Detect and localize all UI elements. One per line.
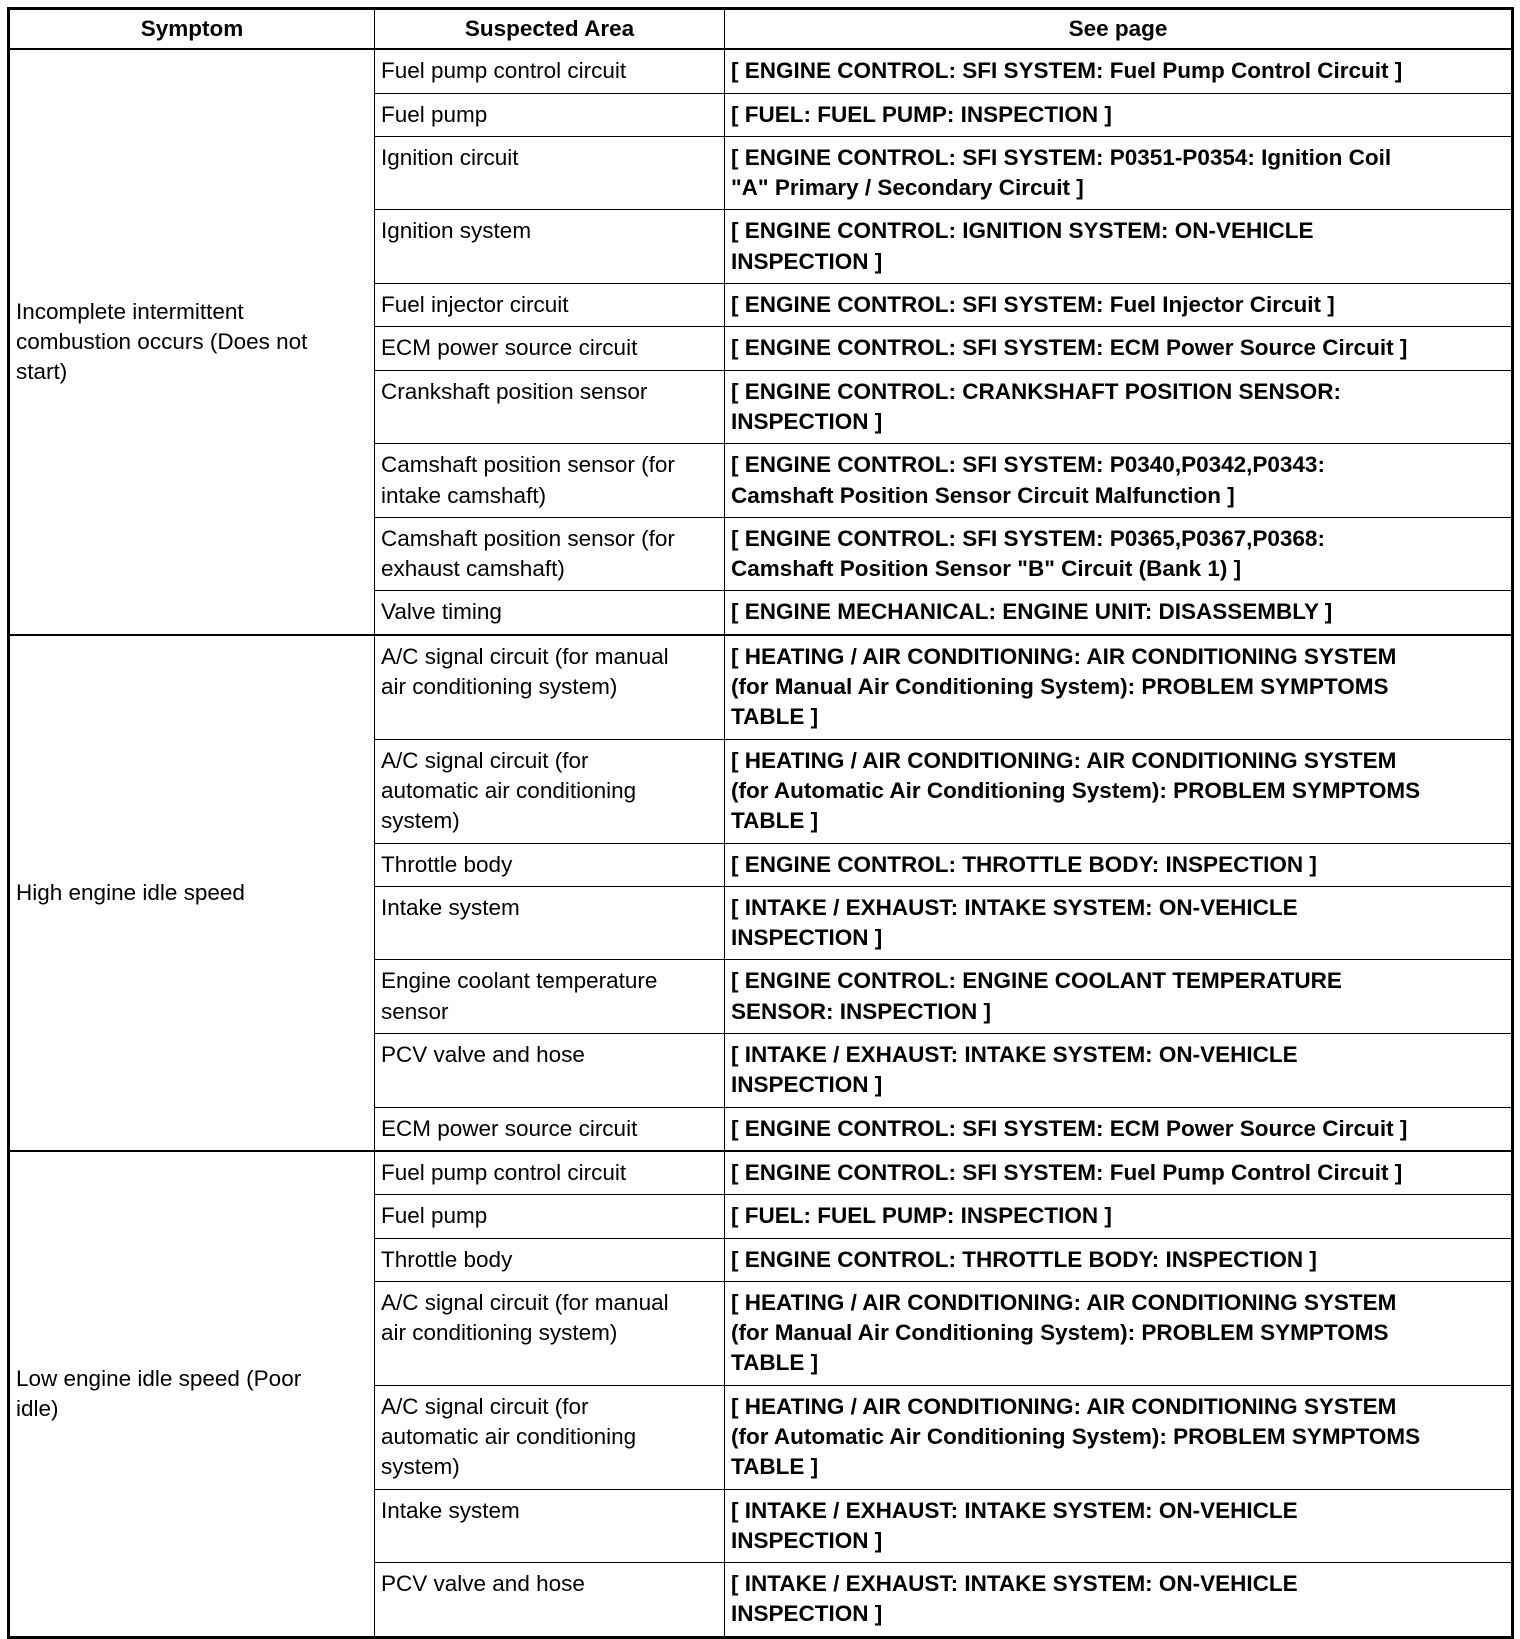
header-suspected-area: Suspected Area xyxy=(375,9,725,50)
suspected-area-cell: Fuel injector circuit xyxy=(375,284,725,327)
see-page-link[interactable]: [ INTAKE / EXHAUST: INTAKE SYSTEM: ON-VEHICLE INSPECTION ] xyxy=(725,1563,1513,1638)
table-body xyxy=(9,49,1513,1637)
suspected-area-cell: A/C signal circuit (for automatic air conditioning system) xyxy=(375,739,725,843)
header-row xyxy=(9,9,1513,50)
suspected-area-cell: A/C signal circuit (for manual air conditioning system) xyxy=(375,635,725,739)
see-page-link[interactable]: [ ENGINE CONTROL: SFI SYSTEM: Fuel Pump Control Circuit ] xyxy=(725,49,1513,93)
suspected-area-cell: Throttle body xyxy=(375,843,725,886)
see-page-link[interactable]: [ FUEL: FUEL PUMP: INSPECTION ] xyxy=(725,93,1513,136)
see-page-link[interactable]: [ ENGINE CONTROL: THROTTLE BODY: INSPECTION ] xyxy=(725,843,1513,886)
table-row xyxy=(9,1151,1513,1195)
problem-symptoms-table xyxy=(7,7,1514,1639)
see-page-link[interactable]: [ ENGINE CONTROL: ENGINE COOLANT TEMPERATURE SENSOR: INSPECTION ] xyxy=(725,960,1513,1034)
see-page-link[interactable]: [ ENGINE CONTROL: SFI SYSTEM: P0365,P0367,P0368: Camshaft Position Sensor "B" Circuit (Bank 1) ] xyxy=(725,517,1513,591)
header-see-page: See page xyxy=(725,9,1513,50)
see-page-link[interactable]: [ ENGINE CONTROL: THROTTLE BODY: INSPECTION ] xyxy=(725,1238,1513,1281)
see-page-link[interactable]: [ ENGINE CONTROL: SFI SYSTEM: ECM Power Source Circuit ] xyxy=(725,1107,1513,1151)
table-row xyxy=(9,49,1513,93)
see-page-link[interactable]: [ ENGINE CONTROL: SFI SYSTEM: P0351-P0354: Ignition Coil "A" Primary / Secondary Circuit ] xyxy=(725,136,1513,210)
see-page-link[interactable]: [ ENGINE CONTROL: SFI SYSTEM: Fuel Pump Control Circuit ] xyxy=(725,1151,1513,1195)
see-page-link[interactable]: [ INTAKE / EXHAUST: INTAKE SYSTEM: ON-VEHICLE INSPECTION ] xyxy=(725,1489,1513,1563)
suspected-area-cell: Fuel pump xyxy=(375,93,725,136)
see-page-link[interactable]: [ ENGINE CONTROL: SFI SYSTEM: P0340,P0342,P0343: Camshaft Position Sensor Circuit Malfunction ] xyxy=(725,444,1513,518)
see-page-link[interactable]: [ HEATING / AIR CONDITIONING: AIR CONDITIONING SYSTEM (for Automatic Air Conditioning System): PROBLEM SYMPTOMS TABLE ] xyxy=(725,1385,1513,1489)
suspected-area-cell: ECM power source circuit xyxy=(375,327,725,370)
suspected-area-cell: Camshaft position sensor (for exhaust camshaft) xyxy=(375,517,725,591)
header-symptom: Symptom xyxy=(9,9,375,50)
see-page-link[interactable]: [ INTAKE / EXHAUST: INTAKE SYSTEM: ON-VEHICLE INSPECTION ] xyxy=(725,886,1513,960)
see-page-link[interactable]: [ ENGINE CONTROL: SFI SYSTEM: ECM Power Source Circuit ] xyxy=(725,327,1513,370)
see-page-link[interactable]: [ HEATING / AIR CONDITIONING: AIR CONDITIONING SYSTEM (for Manual Air Conditioning System): PROBLEM SYMPTOMS TABLE ] xyxy=(725,1281,1513,1385)
suspected-area-cell: Fuel pump control circuit xyxy=(375,49,725,93)
see-page-link[interactable]: [ INTAKE / EXHAUST: INTAKE SYSTEM: ON-VEHICLE INSPECTION ] xyxy=(725,1034,1513,1108)
see-page-link[interactable]: [ HEATING / AIR CONDITIONING: AIR CONDITIONING SYSTEM (for Manual Air Conditioning System): PROBLEM SYMPTOMS TABLE ] xyxy=(725,635,1513,739)
suspected-area-cell: Camshaft position sensor (for intake camshaft) xyxy=(375,444,725,518)
see-page-link[interactable]: [ ENGINE CONTROL: SFI SYSTEM: Fuel Injector Circuit ] xyxy=(725,284,1513,327)
suspected-area-cell: Fuel pump control circuit xyxy=(375,1151,725,1195)
see-page-link[interactable]: [ HEATING / AIR CONDITIONING: AIR CONDITIONING SYSTEM (for Automatic Air Conditioning System): PROBLEM SYMPTOMS TABLE ] xyxy=(725,739,1513,843)
suspected-area-cell: A/C signal circuit (for manual air conditioning system) xyxy=(375,1281,725,1385)
suspected-area-cell: Intake system xyxy=(375,1489,725,1563)
suspected-area-cell: Ignition system xyxy=(375,210,725,284)
symptom-cell: Incomplete intermittent combustion occurs (Does not start) xyxy=(9,49,375,634)
see-page-link[interactable]: [ ENGINE CONTROL: IGNITION SYSTEM: ON-VEHICLE INSPECTION ] xyxy=(725,210,1513,284)
suspected-area-cell: Ignition circuit xyxy=(375,136,725,210)
suspected-area-cell: Intake system xyxy=(375,886,725,960)
suspected-area-cell: Fuel pump xyxy=(375,1195,725,1238)
suspected-area-cell: ECM power source circuit xyxy=(375,1107,725,1151)
suspected-area-cell: PCV valve and hose xyxy=(375,1563,725,1638)
see-page-link[interactable]: [ ENGINE MECHANICAL: ENGINE UNIT: DISASSEMBLY ] xyxy=(725,591,1513,635)
suspected-area-cell: Throttle body xyxy=(375,1238,725,1281)
suspected-area-cell: PCV valve and hose xyxy=(375,1034,725,1108)
see-page-link[interactable]: [ FUEL: FUEL PUMP: INSPECTION ] xyxy=(725,1195,1513,1238)
symptom-cell: High engine idle speed xyxy=(9,635,375,1151)
suspected-area-cell: Crankshaft position sensor xyxy=(375,370,725,444)
symptom-cell: Low engine idle speed (Poor idle) xyxy=(9,1151,375,1637)
see-page-link[interactable]: [ ENGINE CONTROL: CRANKSHAFT POSITION SENSOR: INSPECTION ] xyxy=(725,370,1513,444)
suspected-area-cell: A/C signal circuit (for automatic air conditioning system) xyxy=(375,1385,725,1489)
table-row xyxy=(9,635,1513,739)
suspected-area-cell: Valve timing xyxy=(375,591,725,635)
suspected-area-cell: Engine coolant temperature sensor xyxy=(375,960,725,1034)
